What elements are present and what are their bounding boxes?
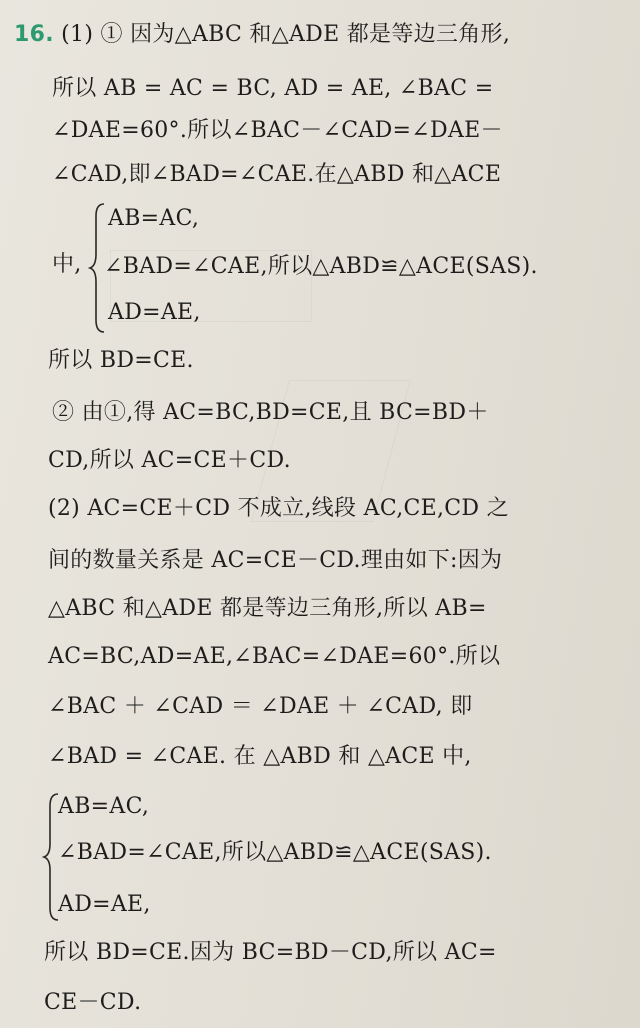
solution-line: 间的数量关系是 AC=CE－CD.理由如下:因为: [48, 548, 503, 573]
problem-number: 16.: [14, 22, 54, 47]
equation-system-line: AB=AC,: [58, 794, 150, 819]
solution-line: [14, 20, 510, 50]
solution-line: ∠CAD,即∠BAD=∠CAE.在△ABD 和△ACE: [52, 162, 502, 187]
solution-line: CE－CD.: [44, 990, 142, 1015]
equation-system-line: AD=AE,: [58, 892, 151, 917]
solution-line: (2) AC=CE＋CD 不成立,线段 AC,CE,CD 之: [48, 496, 509, 521]
equation-system-line: ∠BAD=∠CAE,所以△ABD≌△ACE(SAS).: [58, 840, 492, 865]
solution-line: 所以 BD=CE.: [48, 348, 194, 373]
solution-line: AC=BC,AD=AE,∠BAC=∠DAE=60°.所以: [48, 644, 501, 669]
equation-system-line: AD=AE,: [108, 300, 201, 325]
solution-line: △ABC 和△ADE 都是等边三角形,所以 AB=: [48, 596, 487, 621]
solution-line: ② 由①,得 AC=BC,BD=CE,且 BC=BD＋: [52, 400, 489, 425]
solution-line: 所以 BD=CE.因为 BC=BD－CD,所以 AC=: [44, 940, 497, 965]
solution-text: (1) ① 因为△ABC 和△ADE 都是等边三角形,: [61, 22, 511, 47]
solution-line: CD,所以 AC=CE＋CD.: [48, 448, 291, 473]
solution-line: ∠BAD = ∠CAE. 在 △ABD 和 △ACE 中,: [48, 744, 472, 769]
solution-line: 所以 AB = AC = BC, AD = AE, ∠BAC =: [52, 76, 494, 101]
solution-line: ∠BAC ＋ ∠CAD ＝ ∠DAE ＋ ∠CAD, 即: [48, 694, 473, 719]
solution-line: 中,: [52, 252, 82, 277]
equation-system-line: ∠BAD=∠CAE,所以△ABD≌△ACE(SAS).: [104, 254, 538, 279]
equation-system-line: AB=AC,: [108, 206, 200, 231]
solution-line: ∠DAE=60°.所以∠BAC－∠CAD=∠DAE－: [52, 118, 503, 143]
